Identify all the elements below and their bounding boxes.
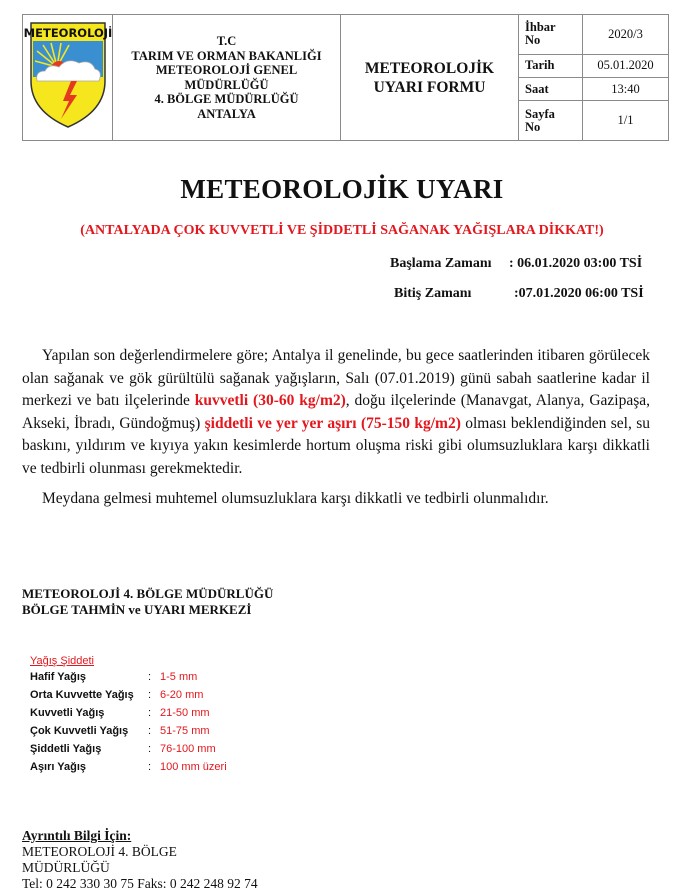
contact-phone-fax: Tel: 0 242 330 30 75 Faks: 0 242 248 92 74	[22, 876, 258, 891]
form-title-line: UYARI FORMU	[373, 78, 486, 96]
end-time-value: :07.01.2020 06:00 TSİ	[514, 286, 644, 301]
org-line: MÜDÜRLÜĞÜ	[184, 77, 269, 92]
organization-cell	[113, 15, 341, 141]
notice-number-value: 2020/3	[583, 15, 669, 55]
end-time-label: Bitiş Zamanı	[394, 286, 472, 301]
meteoroloji-logo	[23, 21, 112, 129]
svg-text:METEOROLOJİ: METEOROLOJİ	[23, 26, 112, 40]
rain-scale-row: Kuvvetli Yağış : 21-50 mm	[30, 707, 210, 719]
time-label: Saat	[519, 77, 583, 100]
signature-line: BÖLGE TAHMİN ve UYARI MERKEZİ	[22, 602, 252, 617]
start-time-label: Başlama Zamanı	[390, 256, 492, 271]
rain-scale-heading: Yağış Şiddeti	[30, 655, 95, 667]
rain-scale-row: Şiddetli Yağış : 76-100 mm	[30, 743, 216, 755]
contact-line: METEOROLOJİ 4. BÖLGE	[22, 844, 177, 859]
time-value: 13:40	[583, 77, 669, 100]
form-title-cell	[341, 15, 519, 141]
rain-intensity-scale	[30, 655, 227, 776]
org-line: METEOROLOJİ GENEL	[155, 63, 298, 77]
contact-heading: Ayrıntılı Bilgi İçin:	[22, 828, 132, 843]
contact-line: MÜDÜRLÜĞÜ	[22, 860, 110, 875]
signature-line: METEOROLOJİ 4. BÖLGE MÜDÜRLÜĞÜ	[22, 586, 274, 601]
alert-subtitle: (ANTALYADA ÇOK KUVVETLİ VE ŞİDDETLİ SAĞANAK YAĞIŞLARA DİKKAT!)	[80, 223, 604, 238]
org-line: ANTALYA	[197, 106, 256, 121]
rain-scale-row: Hafif Yağış : 1-5 mm	[30, 671, 198, 683]
page-number-value: 1/1	[583, 101, 669, 141]
contact-block	[22, 828, 258, 892]
notice-number-label: İhbar No	[519, 15, 583, 55]
rain-scale-row: Orta Kuvvette Yağış : 6-20 mm	[30, 689, 204, 701]
start-time-value: : 06.01.2020 03:00 TSİ	[509, 256, 643, 271]
warning-paragraph: Yapılan son değerlendirmelere göre; Antalya il genelinde, bu gece saatlerinden itibaren görülecek olan sağanak ve gök gürültülü sağanak yağışların, Salı (07.01.2019) günü sabah saatlerine kadar il merkezi ve batı ilçelerinde kuvvetli (30-60 kg/m2), doğu ilçelerinde (Manavgat, Alanya, Gazipaşa, Akseki, İbradı, Gündoğmuş) şiddetli ve yer yer aşırı (75-150 kg/m2) olması beklendiğinden sel, su baskını, yıldırım ve kıyıya yakın kesimlerde hortum oluşma riski gibi olumsuzluklara karşı dikkatli ve tedbirli olunması gerekmektedir.	[22, 347, 650, 477]
logo-cell	[23, 15, 113, 141]
signature-block	[22, 586, 273, 618]
rain-scale-row: Aşırı Yağış : 100 mm üzeri	[30, 761, 227, 773]
date-label: Tarih	[519, 54, 583, 77]
advice-paragraph: Meydana gelmesi muhtemel olumsuzluklara karşı dikkatli ve tedbirli olunmalıdır.	[42, 490, 549, 507]
severe-rain-highlight: şiddetli ve yer yer aşırı (75-150 kg/m2)	[204, 414, 461, 432]
document-title: METEOROLOJİK UYARI	[180, 174, 504, 204]
org-line: TARIM VE ORMAN BAKANLIĞI	[131, 48, 322, 63]
org-line: T.C	[216, 34, 237, 48]
form-title-line: METEOROLOJİK	[364, 59, 495, 77]
page-number-label: Sayfa No	[519, 101, 583, 141]
moderate-rain-highlight: kuvvetli (30-60 kg/m2)	[194, 392, 346, 409]
date-value: 05.01.2020	[583, 54, 669, 77]
org-line: 4. BÖLGE MÜDÜRLÜĞÜ	[154, 92, 299, 106]
rain-scale-row: Çok Kuvvetli Yağış : 51-75 mm	[30, 725, 210, 737]
form-header-table	[22, 14, 669, 141]
